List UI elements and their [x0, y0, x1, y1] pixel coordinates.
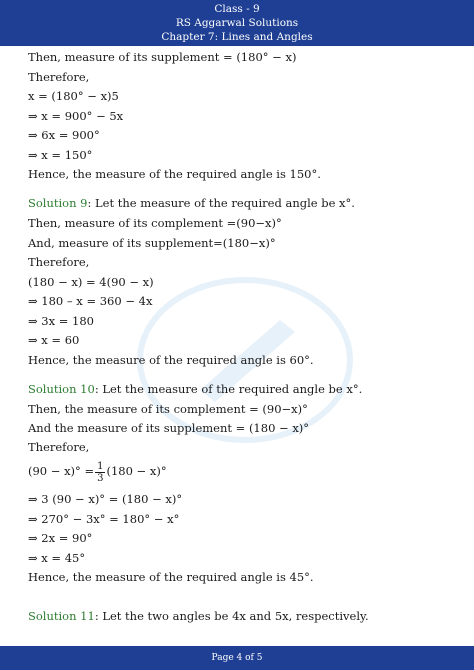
solution-10-line [28, 382, 362, 396]
solution-9-line [28, 196, 355, 210]
text-line: Then, the measure of its complement = (90−x)° [28, 402, 308, 416]
text-line: ⇒ 3 (90 − x)° = (180 − x)° [28, 492, 183, 506]
text-line: Therefore, [28, 255, 90, 269]
text-line: (180 − x) = 4(90 − x) [28, 275, 154, 289]
header-chapter: Chapter 7: Lines and Angles [161, 31, 313, 43]
fraction-numerator: 1 [97, 460, 104, 472]
text-line: ⇒ 180 – x = 360 − 4x [28, 294, 153, 308]
text-line: ⇒ x = 150° [28, 148, 93, 162]
text-line: ⇒ x = 45° [28, 551, 86, 565]
text-line: ⇒ 3x = 180 [28, 314, 94, 328]
page-footer [0, 646, 474, 670]
text-line: ⇒ 2x = 90° [28, 531, 93, 545]
solution-11-text: : Let the two angles be 4x and 5x, respectively. [94, 609, 369, 623]
page-number: Page 4 of 5 [211, 653, 263, 663]
solution-10-text: : Let the measure of the required angle be x°. [94, 382, 363, 396]
solution-9-label: Solution 9 [28, 196, 88, 210]
text-line: Hence, the measure of the required angle is 150°. [28, 167, 321, 181]
text-line: ⇒ 270° − 3x° = 180° − x° [28, 512, 180, 526]
solution-9-text: : Let the measure of the required angle be x°. [87, 196, 355, 210]
text-line: ⇒ 6x = 900° [28, 128, 100, 142]
text-line: And the measure of its supplement = (180 − x)° [28, 421, 310, 435]
text-line: Then, measure of its supplement = (180° − x) [28, 50, 297, 64]
equation-left: (90 − x)° = [28, 464, 95, 478]
page-header [0, 0, 474, 46]
text-line: ⇒ x = 60 [28, 333, 80, 347]
text-line: ⇒ x = 900° − 5x [28, 109, 124, 123]
header-class: Class - 9 [214, 3, 260, 15]
text-line: Therefore, [28, 70, 90, 84]
equation-right: (180 − x)° [106, 464, 167, 478]
text-line: Then, measure of its complement =(90−x)° [28, 216, 282, 230]
text-line: And, measure of its supplement=(180−x)° [28, 236, 276, 250]
text-line: Hence, the measure of the required angle is 60°. [28, 353, 314, 367]
fraction-equation [28, 459, 167, 484]
solution-11-label: Solution 11 [28, 609, 95, 623]
solution-11-line [28, 609, 369, 623]
fraction-denominator: 3 [97, 472, 104, 484]
text-line: Hence, the measure of the required angle is 45°. [28, 570, 314, 584]
header-book: RS Aggarwal Solutions [175, 17, 299, 29]
text-line: Therefore, [28, 440, 90, 454]
solution-10-label: Solution 10 [28, 382, 95, 396]
text-line: x = (180° − x)5 [28, 89, 119, 103]
fraction [95, 461, 105, 484]
